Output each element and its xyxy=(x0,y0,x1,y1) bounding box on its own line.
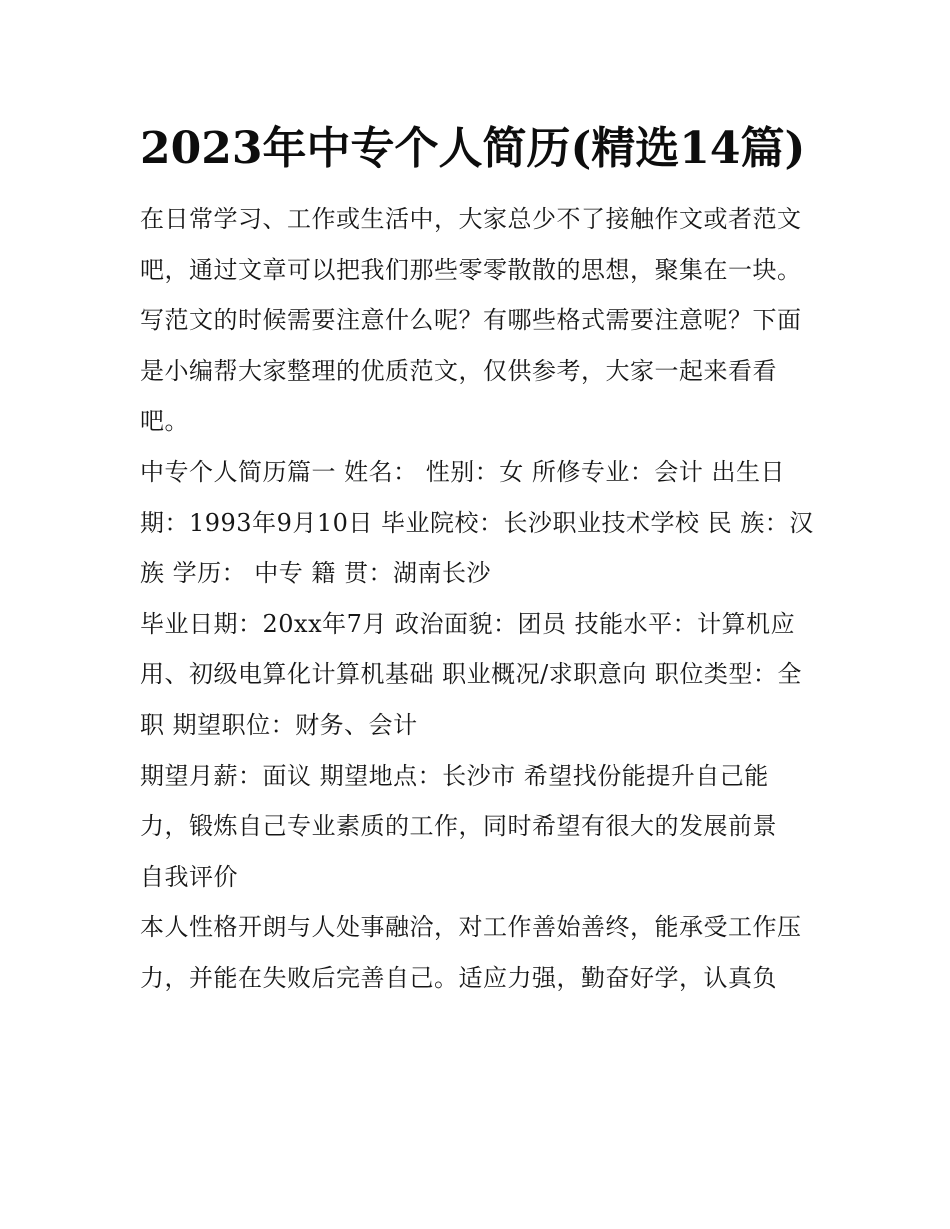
document-title: 2023年中专个人简历(精选14篇) xyxy=(140,123,806,174)
self-evaluation-paragraph: 本人性格开朗与人处事融洽，对工作善始善终，能承受工作压力，并能在失败后完善自己。适应力强，勤奋好学，认真负 xyxy=(140,913,802,992)
resume-expectation-paragraph: 期望月薪：面议 期望地点：长沙市 希望找份能提升自己能力，锻炼自己专业素质的工作，同时希望有很大的发展前景 xyxy=(140,761,777,841)
intro-paragraph: 在日常学习、工作或生活中，大家总少不了接触作文或者范文吧，通过文章可以把我们那些零零散散的思想，聚集在一块。写范文的时候需要注意什么呢？有哪些格式需要注意呢？下面是小编帮大家整理的优质范文，仅供参考，大家一起来看看吧。 xyxy=(140,205,802,436)
self-evaluation-heading: 自我评价 xyxy=(140,862,238,891)
document-body xyxy=(140,194,815,1004)
document-content xyxy=(140,118,815,1004)
resume-job-intent-paragraph: 毕业日期：20xx年7月 政治面貌：团员 技能水平：计算机应用、初级电算化计算机基础 职业概况/求职意向 职位类型：全职 期望职位：财务、会计 xyxy=(140,609,802,739)
resume-basic-info-paragraph: 中专个人简历篇一 姓名： 性别：女 所修专业：会计 出生日期：1993年9月10日 毕业院校：长沙职业技术学校 民 族：汉族 学历： 中专 籍 贯：湖南长沙 xyxy=(140,457,814,588)
